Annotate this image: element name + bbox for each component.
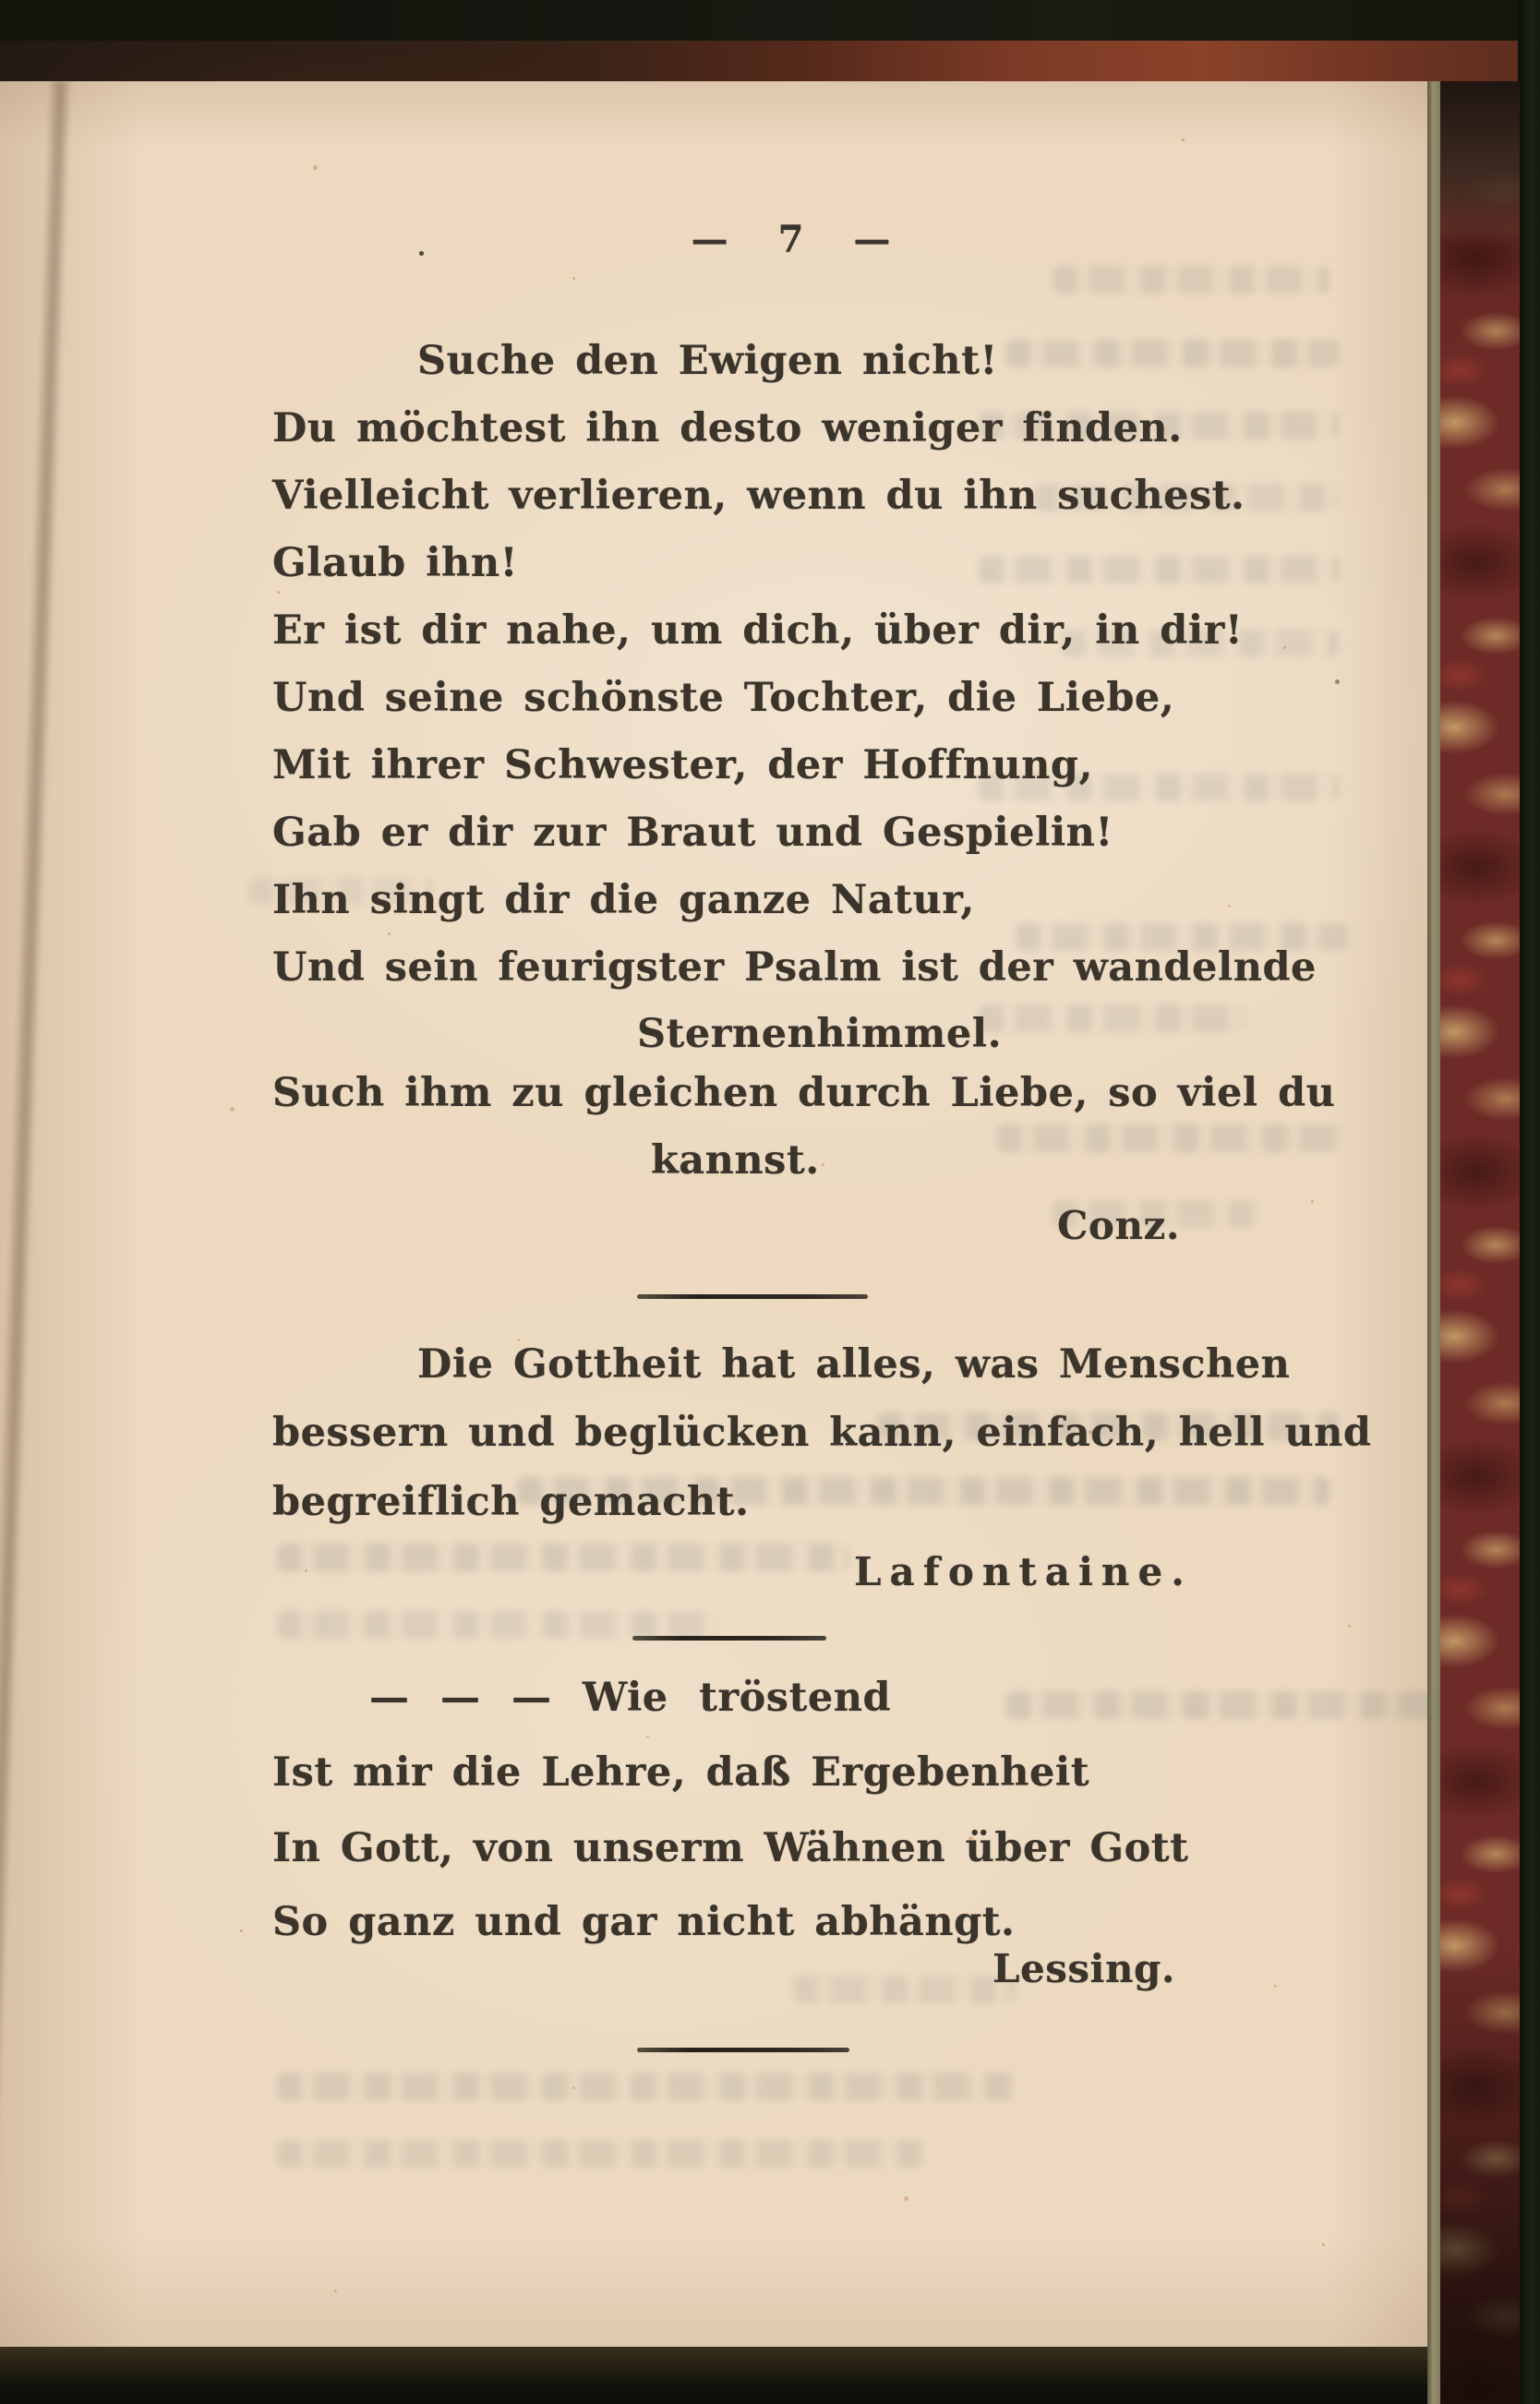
quote-line: So ganz und gar nicht abhängt. — [272, 1899, 1016, 1945]
attribution: Conz. — [1057, 1203, 1180, 1248]
header-dash-left: — — [691, 218, 730, 261]
bleedthrough-ghost — [979, 556, 1339, 583]
cover-right-edge — [1518, 0, 1540, 2404]
poem-line: Vielleicht verlieren, wenn du ihn suchest. — [272, 473, 1245, 519]
poem-line: Sternenhimmel. — [637, 1011, 1003, 1057]
quote-line: begreiflich gemacht. — [272, 1479, 750, 1525]
poem-line: kannst. — [651, 1137, 820, 1184]
quote-line: bessern und beglücken kann, einfach, hell und — [272, 1410, 1372, 1456]
attribution: Lafontaine. — [854, 1549, 1193, 1594]
section-divider — [637, 2048, 849, 2052]
bleedthrough-ghost — [979, 1004, 1246, 1032]
marbled-cover-shading — [1440, 81, 1520, 2404]
bleedthrough-ghost — [794, 1976, 1016, 2003]
section-divider — [637, 1294, 868, 1299]
quote-line: — — — Wie tröstend — [369, 1675, 892, 1721]
poem-line: Und seine schönste Tochter, die Liebe, — [272, 675, 1175, 721]
bleedthrough-ghost — [277, 1611, 720, 1639]
bleedthrough-ghost — [277, 2073, 1016, 2100]
header-dash-right: — — [853, 218, 893, 261]
poem-line: Gab er dir zur Braut und Gespielin! — [272, 810, 1113, 856]
attribution: Lessing. — [993, 1946, 1176, 1991]
quote-line: Ist mir die Lehre, daß Ergebenheit — [272, 1749, 1090, 1796]
quote-line: In Gott, von unserm Wähnen über Gott — [272, 1825, 1189, 1871]
cover-bottom-edge — [0, 2345, 1440, 2404]
poem-line: Er ist dir nahe, um dich, über dir, in dir! — [272, 607, 1244, 654]
poem-line: Mit ihrer Schwester, der Hoffnung, — [272, 742, 1093, 788]
poem-line: Du möchtest ihn desto weniger finden. — [272, 405, 1183, 451]
bleedthrough-ghost — [1053, 266, 1329, 294]
page-number: 7 — [777, 218, 806, 261]
poem-line: Such ihm zu gleichen durch Liebe, so viel du — [272, 1070, 1336, 1116]
quote-line: Die Gottheit hat alles, was Menschen — [417, 1341, 1291, 1388]
bleedthrough-ghost — [277, 2140, 923, 2168]
bleedthrough-ghost — [277, 1544, 849, 1571]
bleedthrough-ghost — [1006, 1691, 1440, 1719]
bleedthrough-ghost — [997, 1124, 1348, 1152]
poem-line: Suche den Ewigen nicht! — [417, 338, 998, 384]
page-header — [272, 218, 1311, 261]
poem-line: Und sein feurigster Psalm ist der wandelnde — [272, 944, 1317, 991]
poem-line: Glaub ihn! — [272, 540, 518, 586]
section-divider — [632, 1636, 826, 1641]
bleedthrough-ghost — [1006, 340, 1339, 367]
cover-leather-band — [0, 41, 1540, 87]
paper-speckles — [0, 0, 3, 3]
poem-line: Ihn singt dir die ganze Natur, — [272, 877, 975, 923]
leather-corner — [1440, 81, 1520, 244]
